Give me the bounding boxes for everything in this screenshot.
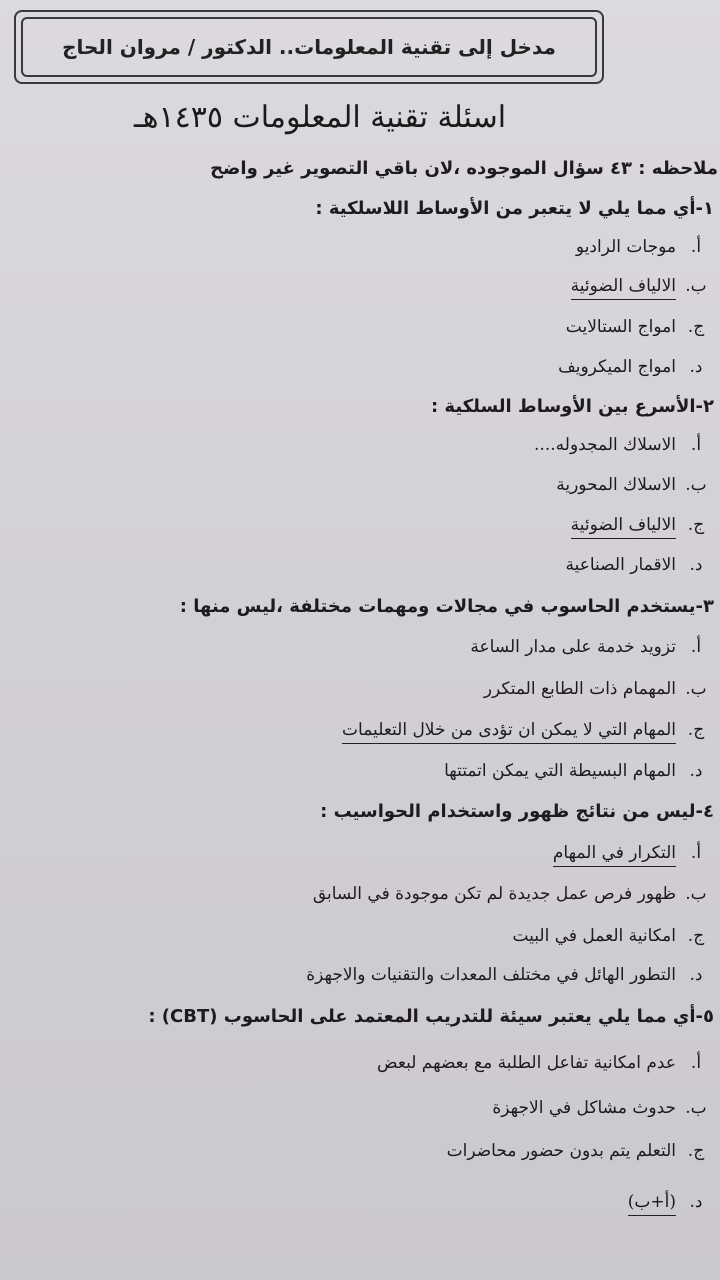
question-2 (0, 396, 720, 417)
option-text-underlined: الالياف الضوئية (571, 515, 676, 539)
option-4c (0, 926, 720, 946)
option-text: امواج الستالايت (565, 317, 676, 337)
option-text-underlined: (أ+ب) (628, 1192, 676, 1216)
note-text: ملاحظه : ٤٣ سؤال الموجوده ،لان باقي التصوير غير واضح (210, 158, 718, 179)
option-letter: ب. (685, 679, 707, 699)
option-4a (0, 843, 720, 863)
option-5b (0, 1098, 720, 1118)
question-number: ٣ (703, 596, 714, 617)
option-letter: د. (689, 1192, 703, 1212)
option-letter: د. (689, 357, 703, 377)
option-4d (0, 965, 720, 985)
option-letter: ج. (687, 926, 705, 946)
option-5a (0, 1053, 720, 1073)
option-letter: ب. (685, 276, 707, 296)
question-text: -الأسرع بين الأوساط السلكية : (430, 396, 703, 417)
question-5 (0, 1006, 720, 1027)
option-text: الاسلاك المجدوله.... (534, 435, 676, 455)
page-title: اسئلة تقنية المعلومات ١٤٣٥هـ (133, 100, 507, 135)
option-2c (0, 515, 720, 535)
option-3d (0, 761, 720, 781)
question-4 (0, 801, 720, 822)
option-letter: أ. (690, 237, 702, 257)
option-letter: أ. (690, 843, 702, 863)
option-letter: د. (689, 965, 703, 985)
option-text: امواج الميكرويف (558, 357, 676, 377)
question-text: -ليس من نتائج ظهور واستخدام الحواسيب : (320, 801, 703, 822)
option-letter: ج. (687, 515, 705, 535)
option-letter: ج. (687, 1141, 705, 1161)
option-letter: أ. (690, 435, 702, 455)
option-2a (0, 435, 720, 455)
question-number: ٤ (703, 801, 714, 822)
option-text: الاقمار الصناعية (565, 555, 676, 575)
option-letter: د. (689, 761, 703, 781)
option-5c (0, 1141, 720, 1161)
option-text: المهمام ذات الطابع المتكرر (483, 679, 676, 699)
option-text: المهام البسيطة التي يمكن اتمتتها (444, 761, 676, 781)
option-letter: أ. (690, 1053, 702, 1073)
option-text: حدوث مشاكل في الاجهزة (492, 1098, 676, 1118)
option-1b (0, 276, 720, 296)
option-1a (0, 237, 720, 257)
question-text: -أي مما يلي لا يتعبر من الأوساط اللاسلكية : (315, 198, 703, 219)
option-text-underlined: الالياف الضوئية (571, 276, 676, 300)
option-letter: د. (689, 555, 703, 575)
option-text: تزويد خدمة على مدار الساعة (470, 637, 676, 657)
question-text: -يستخدم الحاسوب في مجالات ومهمات مختلفة ،ليس منها : (179, 596, 703, 617)
option-letter: ج. (687, 317, 705, 337)
option-text: التعلم يتم بدون حضور محاضرات (446, 1141, 676, 1161)
option-2b (0, 475, 720, 495)
option-3b (0, 679, 720, 699)
option-4b (0, 884, 720, 904)
header-text: مدخل إلى تقنية المعلومات.. الدكتور / مروان الحاج (62, 35, 556, 59)
option-letter: ب. (685, 475, 707, 495)
header-box (14, 10, 604, 84)
option-text: موجات الراديو (575, 237, 676, 257)
question-1 (0, 198, 720, 219)
question-text: -أي مما يلي يعتبر سيئة للتدريب المعتمد على الحاسوب (CBT) : (148, 1006, 703, 1027)
option-text: الاسلاك المحورية (556, 475, 676, 495)
option-text: ظهور فرص عمل جديدة لم تكن موجودة في السابق (312, 884, 676, 904)
option-3c (0, 720, 720, 740)
option-text: التطور الهائل في مختلف المعدات والتقنيات والاجهزة (306, 965, 676, 985)
option-1c (0, 317, 720, 337)
option-letter: أ. (690, 637, 702, 657)
option-text: عدم امكانية تفاعل الطلبة مع بعضهم لبعض (377, 1053, 676, 1073)
question-number: ٢ (703, 396, 714, 417)
question-number: ٥ (703, 1006, 714, 1027)
option-2d (0, 555, 720, 575)
option-5d (0, 1192, 720, 1212)
option-letter: ب. (685, 1098, 707, 1118)
question-3 (0, 596, 720, 617)
option-text-underlined: التكرار في المهام (553, 843, 676, 867)
question-number: ١ (703, 198, 714, 219)
option-text-underlined: المهام التي لا يمكن ان تؤدى من خلال التعليمات (342, 720, 676, 744)
option-letter: ب. (685, 884, 707, 904)
option-3a (0, 637, 720, 657)
option-letter: ج. (687, 720, 705, 740)
option-text: امكانية العمل في البيت (512, 926, 676, 946)
header-inner-frame (21, 17, 597, 77)
option-1d (0, 357, 720, 377)
